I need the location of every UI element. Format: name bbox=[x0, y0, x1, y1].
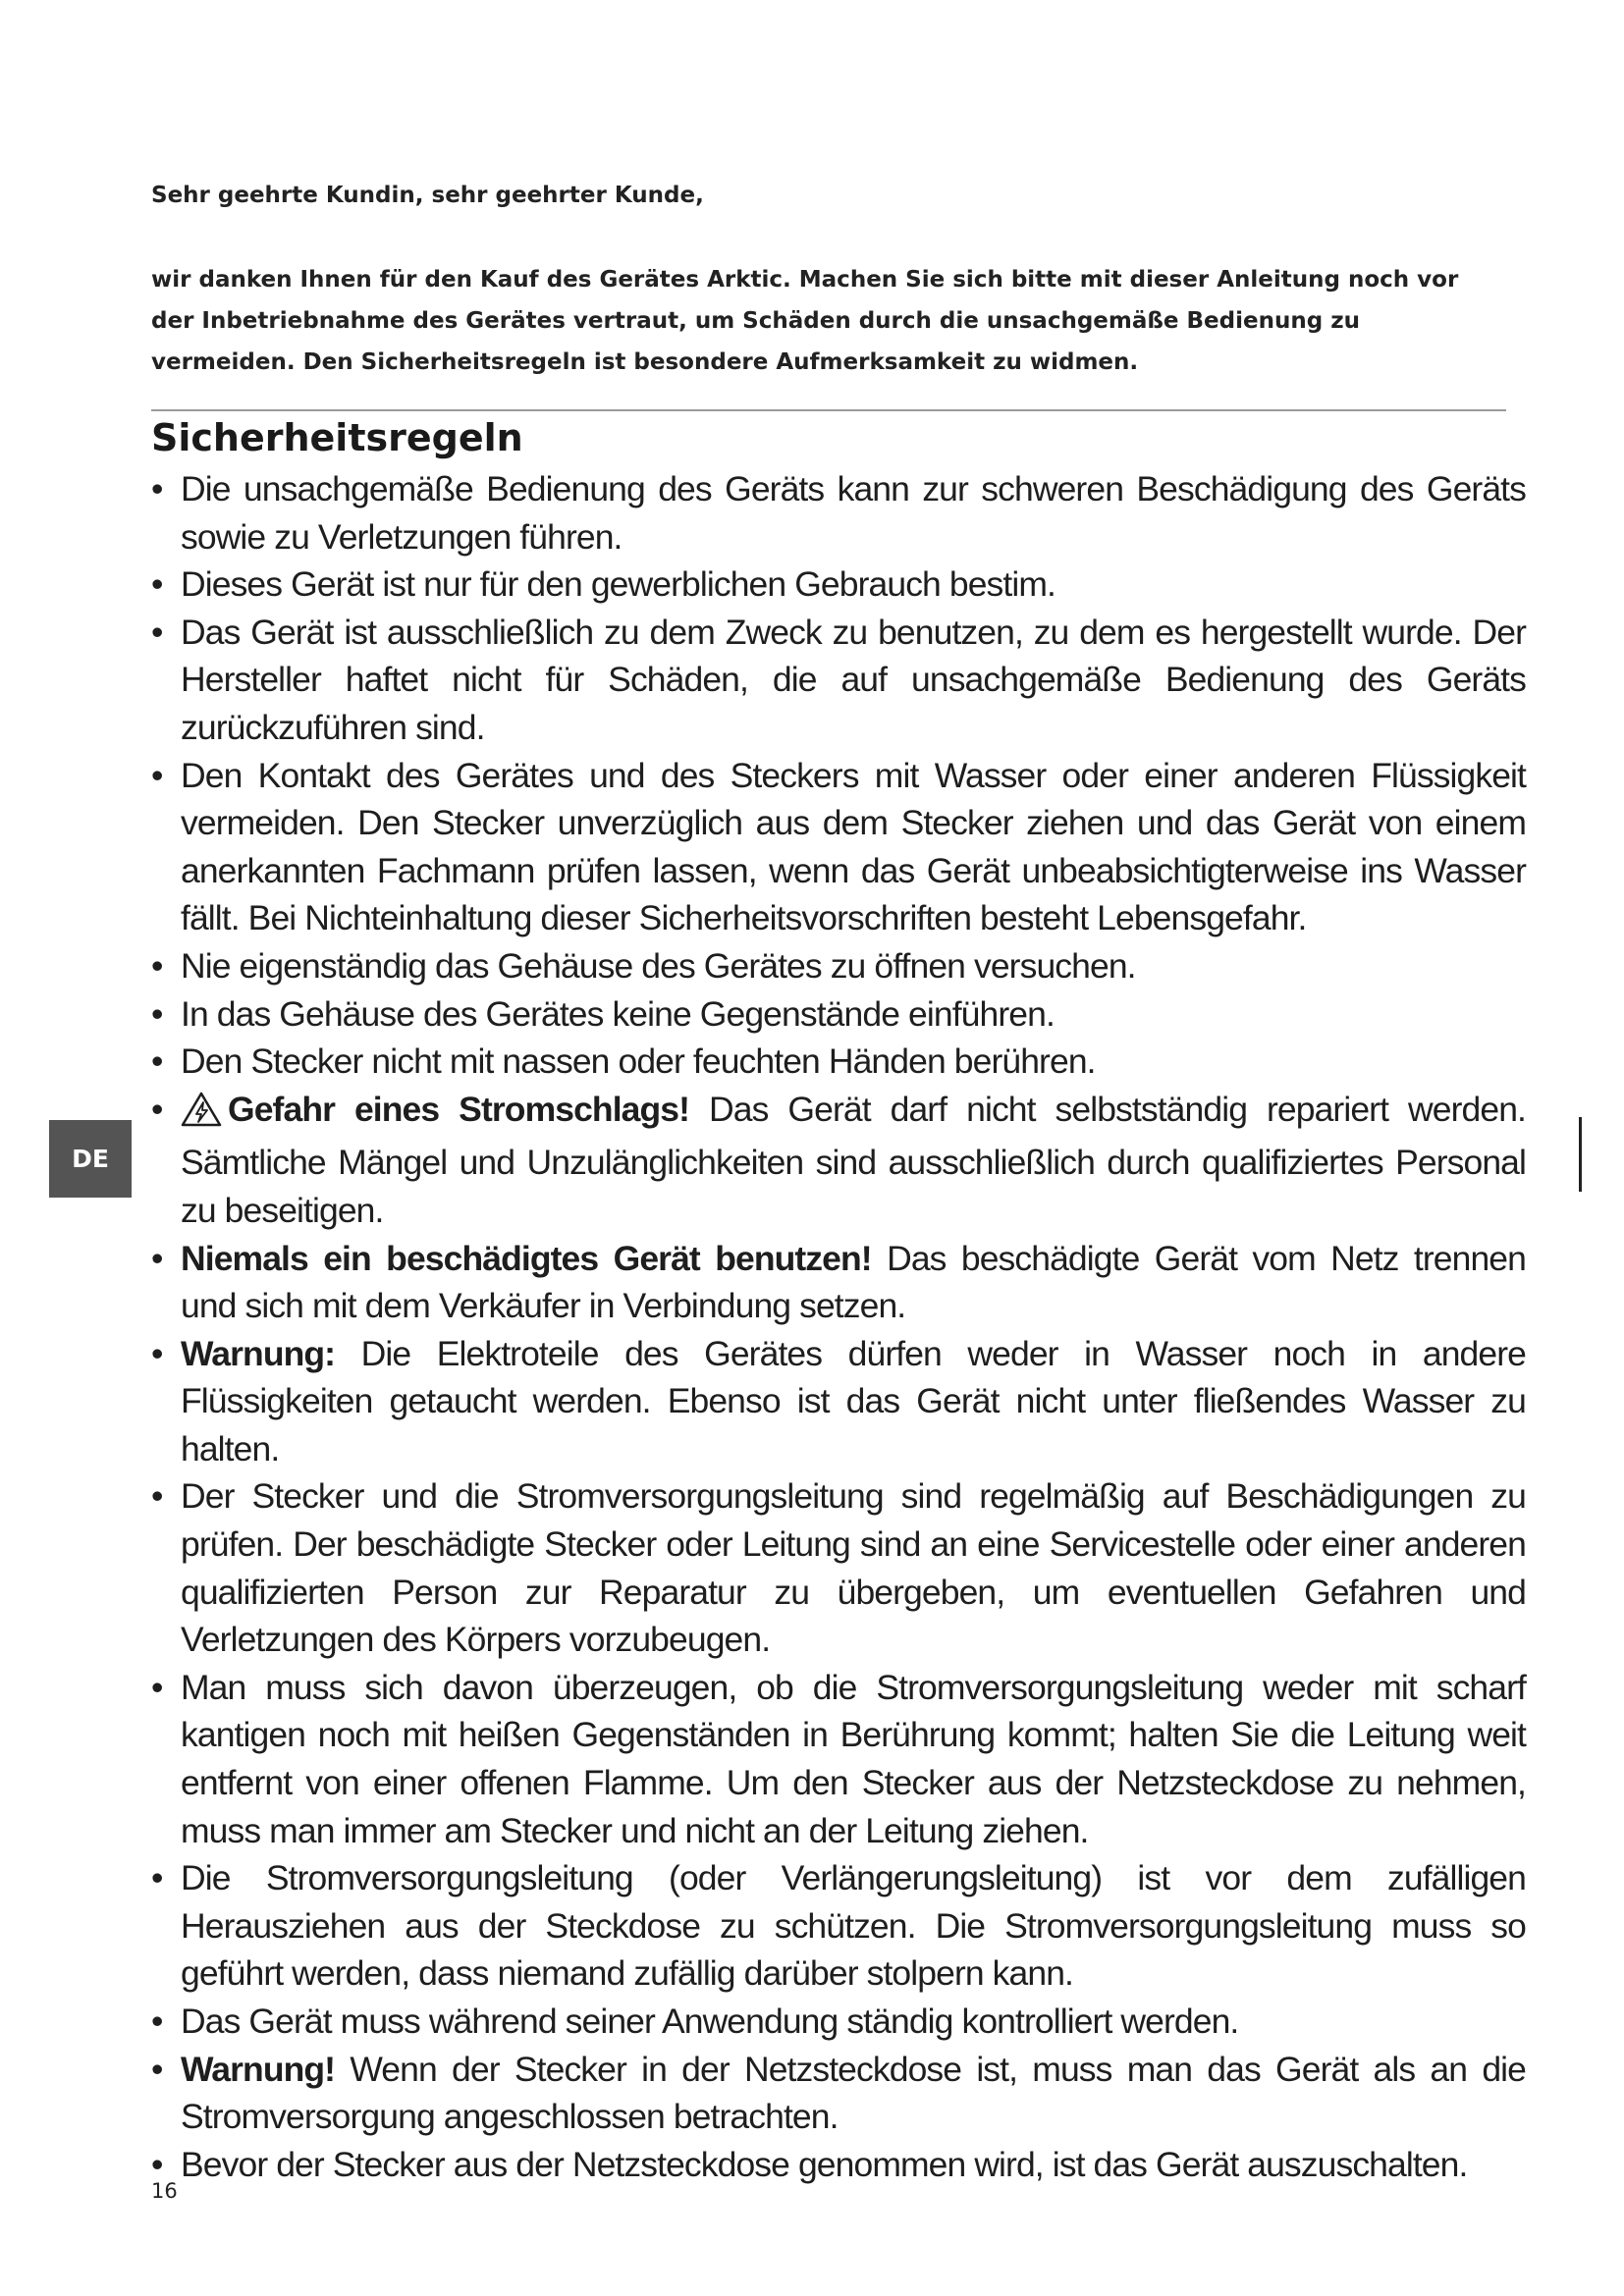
item-text: Die Elektroteile des Gerätes dürfen weder in Wasser noch in andere Flüssigkeiten getaucht werden. Ebenso ist das Gerät nicht unter fließendes Wasser zu halten. bbox=[181, 1333, 1526, 1468]
list-item bbox=[151, 990, 1526, 1039]
list-item bbox=[151, 1664, 1526, 1854]
list-item bbox=[151, 752, 1526, 942]
intro-paragraph: wir danken Ihnen für den Kauf des Gerätes Arktic. Machen Sie sich bitte mit dieser Anleitung noch vor der Inbetriebnahme des Gerätes vertraut, um Schäden durch die unsachgemäße Bedienung zu vermeiden. Den Sicherheitsregeln ist besondere Aufmerksamkeit zu widmen. bbox=[151, 267, 1459, 375]
language-tab: DE bbox=[49, 1120, 132, 1198]
list-item bbox=[151, 561, 1526, 609]
item-text: Die unsachgemäße Bedienung des Geräts kann zur schweren Beschädigung des Geräts sowie zu Verletzungen führen. bbox=[181, 469, 1526, 557]
item-bold-lead: Warnung: bbox=[181, 1333, 336, 1373]
list-item bbox=[151, 1998, 1526, 2046]
item-text: In das Gehäuse des Gerätes keine Gegenstände einführen. bbox=[181, 993, 1055, 1034]
electric-hazard-icon bbox=[181, 1092, 222, 1140]
page-number: 16 bbox=[151, 2179, 178, 2203]
item-text: Das Gerät muss während seiner Anwendung ständig kontrolliert werden. bbox=[181, 2002, 1239, 2041]
item-text: Nie eigenständig das Gehäuse des Gerätes zu öffnen versuchen. bbox=[181, 945, 1136, 986]
item-text: Dieses Gerät ist nur für den gewerblichen Gebrauch bestim. bbox=[181, 564, 1056, 605]
safety-rules-list bbox=[151, 465, 1526, 2188]
item-bold-lead: Gefahr eines Stromschlags! bbox=[228, 1089, 690, 1129]
list-item bbox=[151, 1235, 1526, 1330]
item-bold-lead: Warnung! bbox=[181, 2049, 336, 2089]
list-item bbox=[151, 1038, 1526, 1086]
item-text: Die Stromversorgungsleitung (oder Verlängerungsleitung) ist vor dem zufälligen Herausziehen aus der Steckdose zu schützen. Die Stromversorgungsleitung muss so geführt werden, dass niemand zufällig darüber stolpern kann. bbox=[181, 1858, 1526, 1994]
item-bold-lead: Niemals ein beschädigtes Gerät benutzen! bbox=[181, 1238, 872, 1278]
list-item bbox=[151, 1086, 1526, 1235]
section-divider bbox=[151, 409, 1506, 411]
item-text: Wenn der Stecker in der Netzsteckdose ist, muss man das Gerät als an die Stromversorgung angeschlossen betrachten. bbox=[181, 2049, 1526, 2137]
list-item bbox=[151, 1472, 1526, 1663]
item-text: Bevor der Stecker aus der Netzsteckdose genommen wird, ist das Gerät auszuschalten. bbox=[181, 2144, 1468, 2184]
item-text: Das beschädigte Gerät vom Netz trennen und sich mit dem Verkäufer in Verbindung setzen. bbox=[181, 1238, 1526, 1326]
item-text: Das Gerät ist ausschließlich zu dem Zweck zu benutzen, zu dem es hergestellt wurde. Der Hersteller haftet nicht für Schäden, die auf unsachgemäße Bedienung des Geräts zurückzuführen sind. bbox=[181, 612, 1526, 747]
item-text: Das Gerät darf nicht selbstständig repariert werden. Sämtliche Mängel und Unzulänglichkeiten sind ausschließlich durch qualifiziertes Personal zu beseitigen. bbox=[181, 1089, 1526, 1230]
salutation: Sehr geehrte Kundin, sehr geehrter Kunde, bbox=[151, 183, 704, 208]
item-text: Man muss sich davon überzeugen, ob die Stromversorgungsleitung weder mit scharf kantigen noch mit heißen Gegenständen in Berührung kommt; halten Sie die Leitung weit entfernt von einer offenen Flamme. Um den Stecker aus der Netzsteckdose zu nehmen, muss man immer am Stecker und nicht an der Leitung ziehen. bbox=[181, 1667, 1526, 1850]
list-item bbox=[151, 1330, 1526, 1473]
list-item bbox=[151, 465, 1526, 561]
item-text: Den Kontakt des Gerätes und des Steckers mit Wasser oder einer anderen Flüssigkeit vermeiden. Den Stecker unverzüglich aus dem Stecker ziehen und das Gerät von einem anerkannten Fachmann prüfen lassen, wenn das Gerät unbeabsichtigterweise ins Wasser fällt. Bei Nichteinhaltung dieser Sicherheitsvorschriften besteht Lebensgefahr. bbox=[181, 755, 1526, 938]
list-item bbox=[151, 942, 1526, 990]
item-text: Den Stecker nicht mit nassen oder feuchten Händen berühren. bbox=[181, 1041, 1096, 1082]
item-text: Der Stecker und die Stromversorgungsleitung sind regelmäßig auf Beschädigungen zu prüfen. Der beschädigte Stecker oder Leitung sind an eine Servicestelle oder einer anderen qualifizierten Person zur Reparatur zu übergeben, um eventuellen Gefahren und Verletzungen des Körpers vorzubeugen. bbox=[181, 1476, 1526, 1660]
list-item bbox=[151, 609, 1526, 752]
list-item bbox=[151, 2141, 1526, 2189]
list-item bbox=[151, 2046, 1526, 2141]
list-item bbox=[151, 1854, 1526, 1998]
margin-marker bbox=[1579, 1117, 1582, 1192]
section-title: Sicherheitsregeln bbox=[151, 416, 523, 459]
